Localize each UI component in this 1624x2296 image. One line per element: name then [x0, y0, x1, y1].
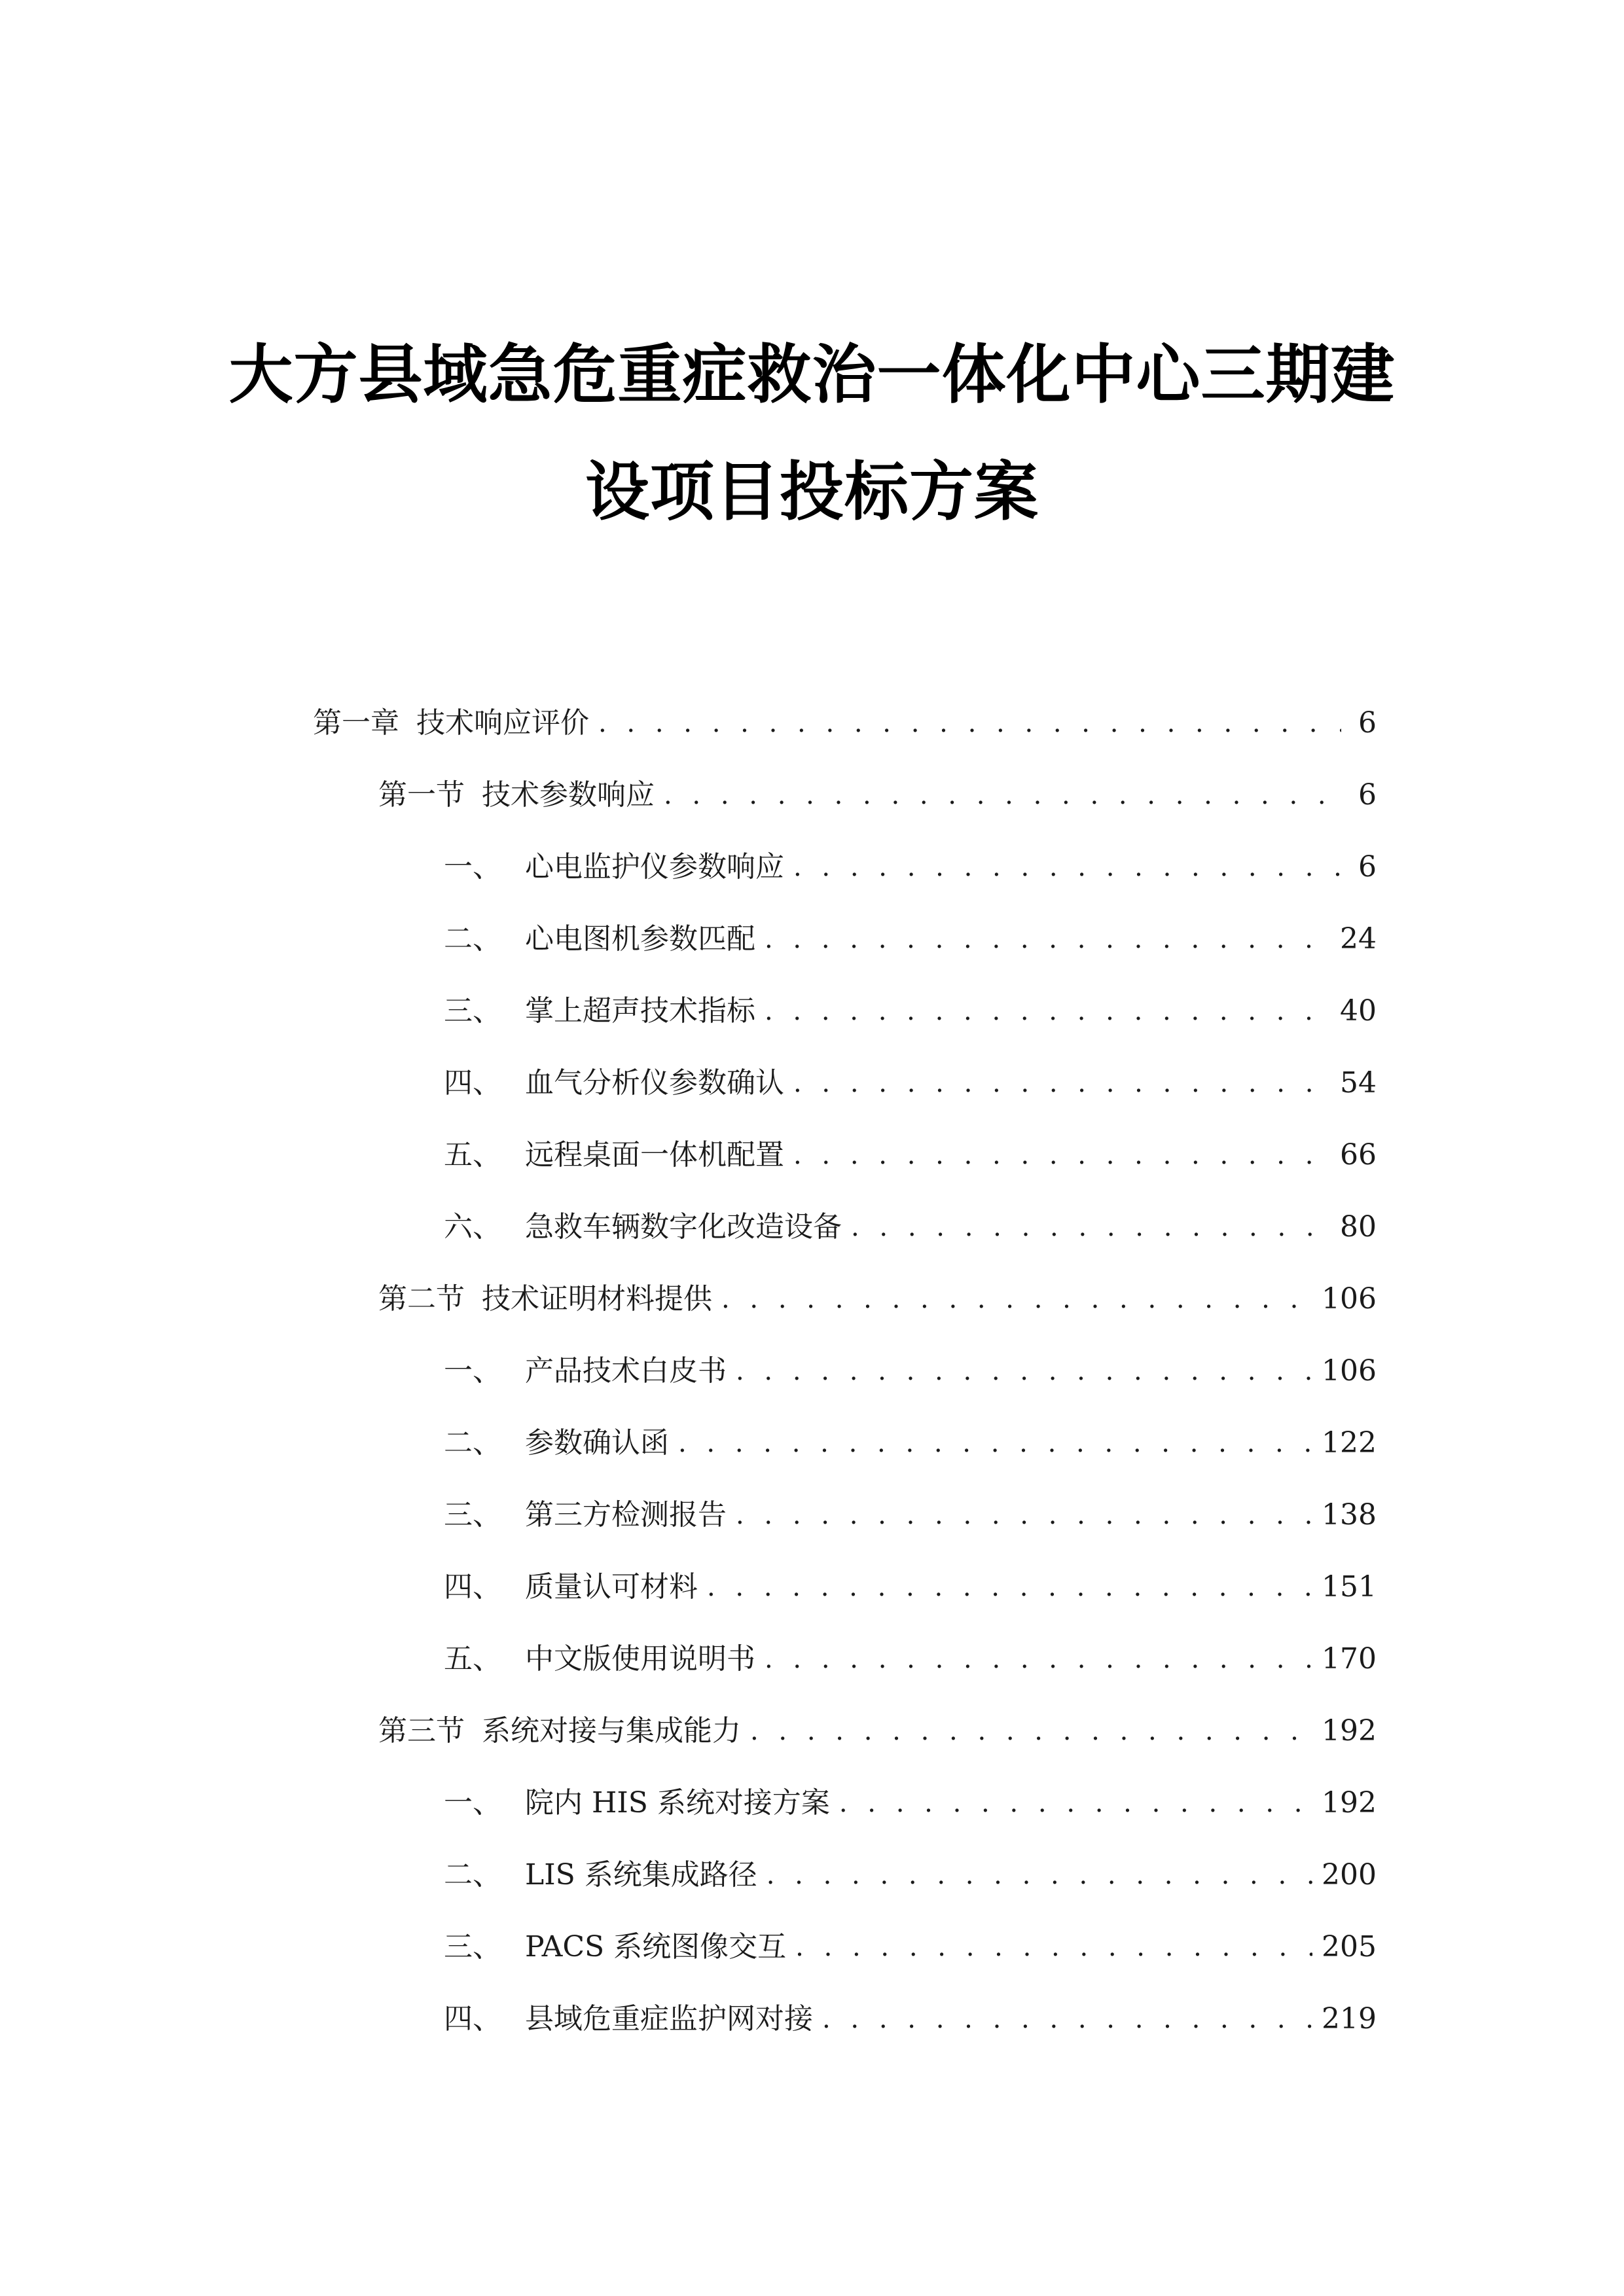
toc-dot-leader [793, 844, 1341, 890]
toc-dot-leader [736, 1348, 1312, 1394]
toc-entry-label: 技术参数响应 [482, 778, 655, 812]
toc-entry-number: 三、 [444, 1930, 501, 1964]
toc-entry[interactable] [444, 1492, 1377, 1538]
toc-dot-leader [765, 1636, 1312, 1682]
toc-entry-label: 技术证明材料提供 [482, 1282, 712, 1316]
toc-entry-number: 一、 [444, 850, 501, 884]
toc-entry[interactable] [444, 1780, 1377, 1826]
toc-dot-leader [839, 1780, 1312, 1826]
document-title-line-2: 设项目投标方案 [585, 454, 1039, 529]
toc-entry-page: 200 [1322, 1858, 1377, 1892]
toc-entry-label: 第三方检测报告 [525, 1498, 727, 1532]
toc-entry[interactable] [444, 1852, 1377, 1898]
toc-entry-number: 三、 [444, 1498, 501, 1532]
toc-entry-number: 一、 [444, 1786, 501, 1820]
toc-entry-number: 三、 [444, 994, 501, 1028]
toc-entry-number: 第一章 [313, 706, 399, 740]
toc-entry-page: 6 [1358, 706, 1377, 740]
toc-entry[interactable] [378, 1708, 1377, 1754]
toc-entry-number: 二、 [444, 922, 501, 956]
toc-entry-label: 血气分析仪参数确认 [525, 1066, 784, 1100]
toc-entry[interactable] [444, 1420, 1377, 1466]
toc-entry-number: 四、 [444, 1570, 501, 1604]
toc-entry-number: 第一节 [378, 778, 465, 812]
toc-entry-number: 二、 [444, 1426, 501, 1460]
toc-entry[interactable] [444, 1996, 1377, 2042]
toc-entry-label: 急救车辆数字化改造设备 [525, 1210, 842, 1244]
toc-entry-page: 106 [1322, 1282, 1377, 1316]
toc-entry-number: 第三节 [378, 1714, 465, 1748]
toc-entry-label: 系统对接与集成能力 [482, 1714, 741, 1748]
toc-entry-page: 122 [1322, 1426, 1377, 1460]
toc-entry[interactable] [444, 844, 1377, 890]
toc-entry-page: 151 [1322, 1570, 1377, 1604]
document-title-line-1: 大方县域急危重症救治一体化中心三期建 [228, 337, 1396, 412]
toc-entry-label: 县域危重症监护网对接 [525, 2002, 813, 2036]
toc-entry[interactable] [444, 916, 1377, 962]
toc-dot-leader [664, 772, 1341, 818]
toc-entry-page: 219 [1322, 2002, 1377, 2036]
toc-entry-label: 产品技术白皮书 [525, 1354, 727, 1388]
toc-dot-leader [678, 1420, 1312, 1466]
toc-dot-leader [598, 700, 1341, 746]
toc-entry-number: 二、 [444, 1858, 501, 1892]
toc-entry-number: 四、 [444, 1066, 501, 1100]
toc-entry[interactable] [444, 1348, 1377, 1394]
toc-entry-label: 心电监护仪参数响应 [525, 850, 784, 884]
toc-entry-label: 院内 HIS 系统对接方案 [525, 1786, 830, 1820]
toc-entry-label: LIS 系统集成路径 [525, 1858, 757, 1892]
toc-entry-page: 205 [1322, 1930, 1377, 1964]
toc-dot-leader [765, 988, 1331, 1034]
toc-dot-leader [822, 1996, 1312, 2042]
toc-entry-number: 五、 [444, 1138, 501, 1172]
toc-entry[interactable] [444, 1060, 1377, 1106]
toc-entry-label: PACS 系统图像交互 [525, 1930, 787, 1964]
toc-entry-page: 40 [1340, 994, 1377, 1028]
toc-entry-number: 第二节 [378, 1282, 465, 1316]
toc-entry-page: 138 [1322, 1498, 1377, 1532]
toc-entry-page: 6 [1358, 778, 1377, 812]
toc-entry-label: 参数确认函 [525, 1426, 669, 1460]
toc-entry-number: 五、 [444, 1642, 501, 1676]
toc-entry-page: 80 [1340, 1210, 1377, 1244]
toc-entry-page: 106 [1322, 1354, 1377, 1388]
toc-entry-page: 54 [1340, 1066, 1377, 1100]
toc-entry[interactable] [444, 1636, 1377, 1682]
toc-dot-leader [795, 1924, 1312, 1970]
toc-entry-label: 中文版使用说明书 [525, 1642, 755, 1676]
toc-dot-leader [721, 1276, 1312, 1322]
toc-entry[interactable] [378, 772, 1377, 818]
toc-entry-page: 192 [1322, 1786, 1377, 1820]
toc-dot-leader [750, 1708, 1312, 1754]
toc-dot-leader [767, 1852, 1312, 1898]
toc-entry[interactable] [313, 700, 1377, 746]
toc-dot-leader [851, 1204, 1331, 1250]
toc-dot-leader [793, 1060, 1331, 1106]
toc-entry[interactable] [444, 1204, 1377, 1250]
toc-entry[interactable] [444, 988, 1377, 1034]
toc-dot-leader [707, 1564, 1312, 1610]
toc-entry[interactable] [444, 1132, 1377, 1178]
toc-entry-page: 66 [1340, 1138, 1377, 1172]
toc-entry-page: 6 [1358, 850, 1377, 884]
toc-entry[interactable] [444, 1924, 1377, 1970]
toc-entry-page: 170 [1322, 1642, 1377, 1676]
toc-entry-label: 心电图机参数匹配 [525, 922, 755, 956]
toc-entry-number: 四、 [444, 2002, 501, 2036]
toc-entry[interactable] [444, 1564, 1377, 1610]
toc-dot-leader [765, 916, 1331, 962]
toc-entry-label: 掌上超声技术指标 [525, 994, 755, 1028]
toc-dot-leader [736, 1492, 1312, 1538]
toc-entry-page: 24 [1340, 922, 1377, 956]
toc-dot-leader [793, 1132, 1331, 1178]
toc-entry-label: 远程桌面一体机配置 [525, 1138, 784, 1172]
toc-entry-number: 六、 [444, 1210, 501, 1244]
toc-entry-page: 192 [1322, 1714, 1377, 1748]
toc-entry-label: 技术响应评价 [416, 706, 589, 740]
toc-entry[interactable] [378, 1276, 1377, 1322]
toc-entry-label: 质量认可材料 [525, 1570, 698, 1604]
toc-entry-number: 一、 [444, 1354, 501, 1388]
